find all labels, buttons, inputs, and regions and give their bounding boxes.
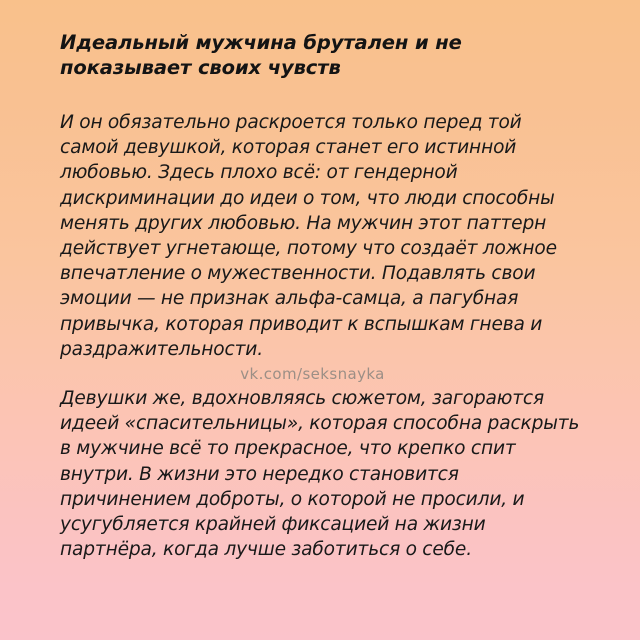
- post-paragraph-2: Девушки же, вдохновляясь сюжетом, загораются идеей «спасительницы», которая способна раскрыть в мужчине всё то прекрасное, что крепко спит внутри. В жизни это нередко становится причинением доброты, о которой не просили, и усугубляется крайней фиксацией на жизни партнёра, когда лучше заботиться о себе.: [60, 388, 580, 561]
- post-paragraph-1: И он обязательно раскроется только перед той самой девушкой, которая станет его истинной любовью. Здесь плохо всё: от гендерной дискриминации до идеи о том, что люди способны менять других любовью. На мужчин этот паттерн действует угнетающе, потому что создаёт ложное впечатление о мужественности. Подавлять свои эмоции — не признак альфа-самца, а пагубная привычка, которая приводит к вспышкам гнева и раздражительности.: [60, 112, 557, 360]
- post-title: Идеальный мужчина брутален и не показывает своих чувств: [60, 31, 462, 79]
- watermark-vk-link: vk.com/seksnayka: [240, 365, 385, 384]
- post-content: [60, 30, 585, 562]
